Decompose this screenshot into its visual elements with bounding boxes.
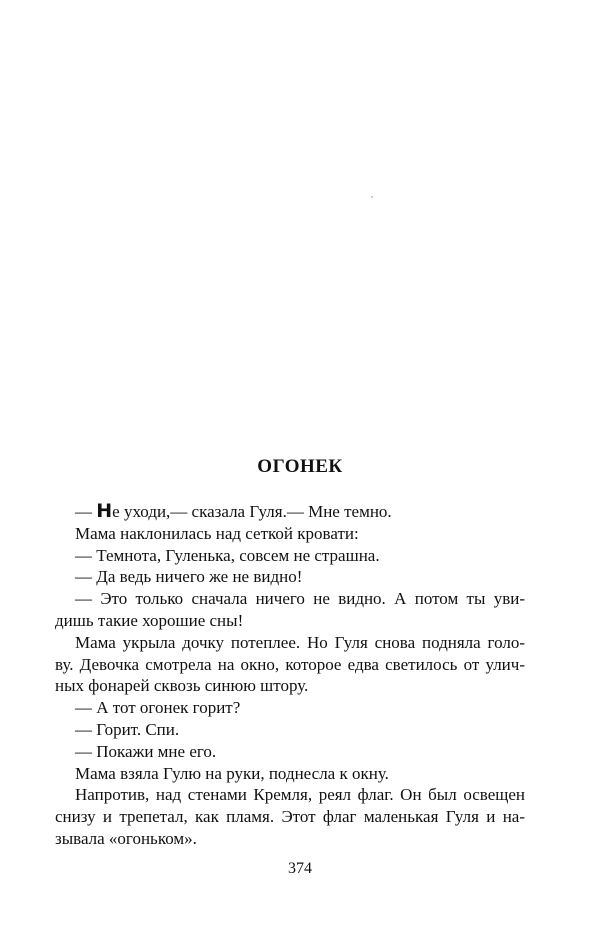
text-line: ву. Девочка смотрела на окно, которое едва светилось от улич- <box>55 654 525 674</box>
text-line: Мама взяла Гулю на руки, поднесла к окну. <box>75 763 389 783</box>
text-line: — Покажи мне его. <box>75 741 217 761</box>
text-line: дишь такие хорошие сны! <box>55 610 244 630</box>
drop-cap: Н <box>96 500 113 522</box>
text-line: Мама укрыла дочку потеплее. Но Гуля снова подняла голо- <box>75 632 525 652</box>
text-line: — Темнота, Гуленька, совсем не страшна. <box>75 545 380 565</box>
text-line: Мама наклонилась над сеткой кровати: <box>75 523 359 543</box>
text-line: — Это только сначала ничего не видно. А потом ты уви- <box>75 589 525 609</box>
chapter-text <box>55 500 525 850</box>
text-line: — Да ведь ничего же не видно! <box>75 567 303 587</box>
page-number: 374 <box>288 860 312 877</box>
text-line: — А тот огонек горит? <box>75 698 241 718</box>
chapter-title: ОГОНЕК <box>257 456 343 477</box>
text-line: — Не уходи,— сказала Гуля.— Мне темно. <box>75 500 392 522</box>
text-line: Напротив, над стенами Кремля, реял флаг. Он был освещен <box>75 785 525 805</box>
text-line: снизу и трепетал, как пламя. Этот флаг маленькая Гуля и на- <box>55 807 525 827</box>
text-line: — Горит. Спи. <box>75 719 180 739</box>
text-line: ных фонарей сквозь синюю штору. <box>55 676 309 696</box>
text-line: зывала «огоньком». <box>55 828 197 848</box>
paper-speck <box>371 196 373 198</box>
